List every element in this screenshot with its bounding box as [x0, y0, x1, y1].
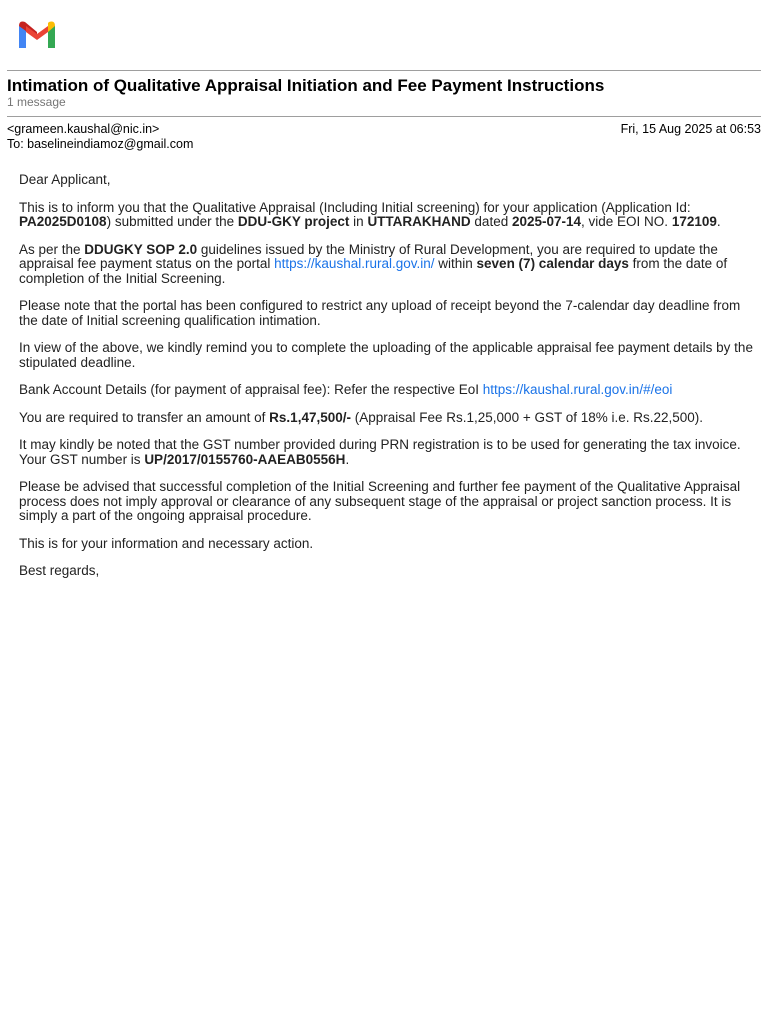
paragraph-guidelines: [19, 243, 754, 287]
text: Bank Account Details (for payment of appraisal fee): Refer the respective EoI: [19, 382, 483, 397]
gst-number: UP/2017/0155760-AAEAB0556H: [144, 451, 346, 467]
subject-divider: [7, 116, 761, 117]
gmail-logo-icon: [16, 18, 58, 50]
paragraph-advisory: Please be advised that successful completion of the Initial Screening and further fee payment of the Qualitative Appraisal process does not imply approval or clearance of any subsequent stage of the appraisal or project sanction process. It is simply a part of the ongoing appraisal procedure.: [19, 479, 741, 523]
sent-date: Fri, 15 Aug 2025 at 06:53: [620, 122, 761, 136]
greeting: Dear Applicant,: [19, 172, 111, 187]
portal-link[interactable]: https://kaushal.rural.gov.in/: [274, 256, 435, 271]
paragraph-info: This is for your information and necessary action.: [19, 535, 314, 551]
text: .: [345, 451, 350, 467]
text: .: [716, 214, 721, 229]
text: from the date of completion of the Initial Screening.: [19, 256, 728, 286]
text: within: [434, 256, 477, 271]
text: dated: [470, 214, 512, 229]
paragraph-gst: [19, 438, 754, 467]
text: As per the: [19, 241, 85, 257]
text: in: [349, 214, 368, 229]
text: (Appraisal Fee Rs.1,25,000 + GST of 18% i.e. Rs.22,500).: [350, 409, 704, 425]
text: It may kindly be noted that the GST number provided during PRN registration is to be used for generating the tax invoice. Your GST number is: [19, 437, 741, 467]
paragraph-upload-restriction: Please note that the portal has been configured to restrict any upload of receipt beyond the 7-calendar day deadline from the date of Initial screening qualification intimation.: [19, 298, 741, 328]
sop-name: DDUGKY SOP 2.0: [84, 241, 198, 257]
text: You are required to transfer an amount of: [19, 409, 270, 425]
recipient-address: To: baselineindiamoz@gmail.com: [7, 137, 194, 151]
text: ) submitted under the: [106, 214, 238, 229]
eoi-number: 172109: [671, 214, 717, 229]
application-id: PA2025D0108: [19, 214, 107, 229]
sender-address: <grameen.kaushal@nic.in>: [7, 122, 160, 136]
text: This is to inform you that the Qualitative Appraisal (Including Initial screening) for your application (Application Id:: [19, 199, 691, 215]
closing: Best regards,: [19, 563, 100, 578]
text: guidelines issued by the Ministry of Rural Development, you are required to update the appraisal fee payment status on the portal: [19, 241, 718, 271]
eoi-link[interactable]: https://kaushal.rural.gov.in/#/eoi: [482, 382, 673, 397]
email-subject: Intimation of Qualitative Appraisal Initiation and Fee Payment Instructions: [7, 76, 605, 95]
project-name: DDU-GKY project: [237, 214, 350, 229]
email-body: [19, 173, 754, 592]
application-date: 2025-07-14: [511, 214, 582, 229]
header-divider: [7, 70, 761, 71]
state-name: UTTARAKHAND: [367, 214, 471, 229]
fee-amount: Rs.1,47,500/-: [269, 409, 351, 425]
paragraph-application-info: [19, 201, 754, 230]
message-count: 1 message: [7, 95, 66, 109]
paragraph-bank-details: [19, 383, 754, 398]
deadline-days: seven (7) calendar days: [476, 256, 629, 271]
text: , vide EOI NO.: [581, 214, 672, 229]
paragraph-amount: [19, 411, 754, 426]
paragraph-reminder: In view of the above, we kindly remind you to complete the uploading of the applicable appraisal fee payment details by the stipulated deadline.: [19, 340, 753, 370]
